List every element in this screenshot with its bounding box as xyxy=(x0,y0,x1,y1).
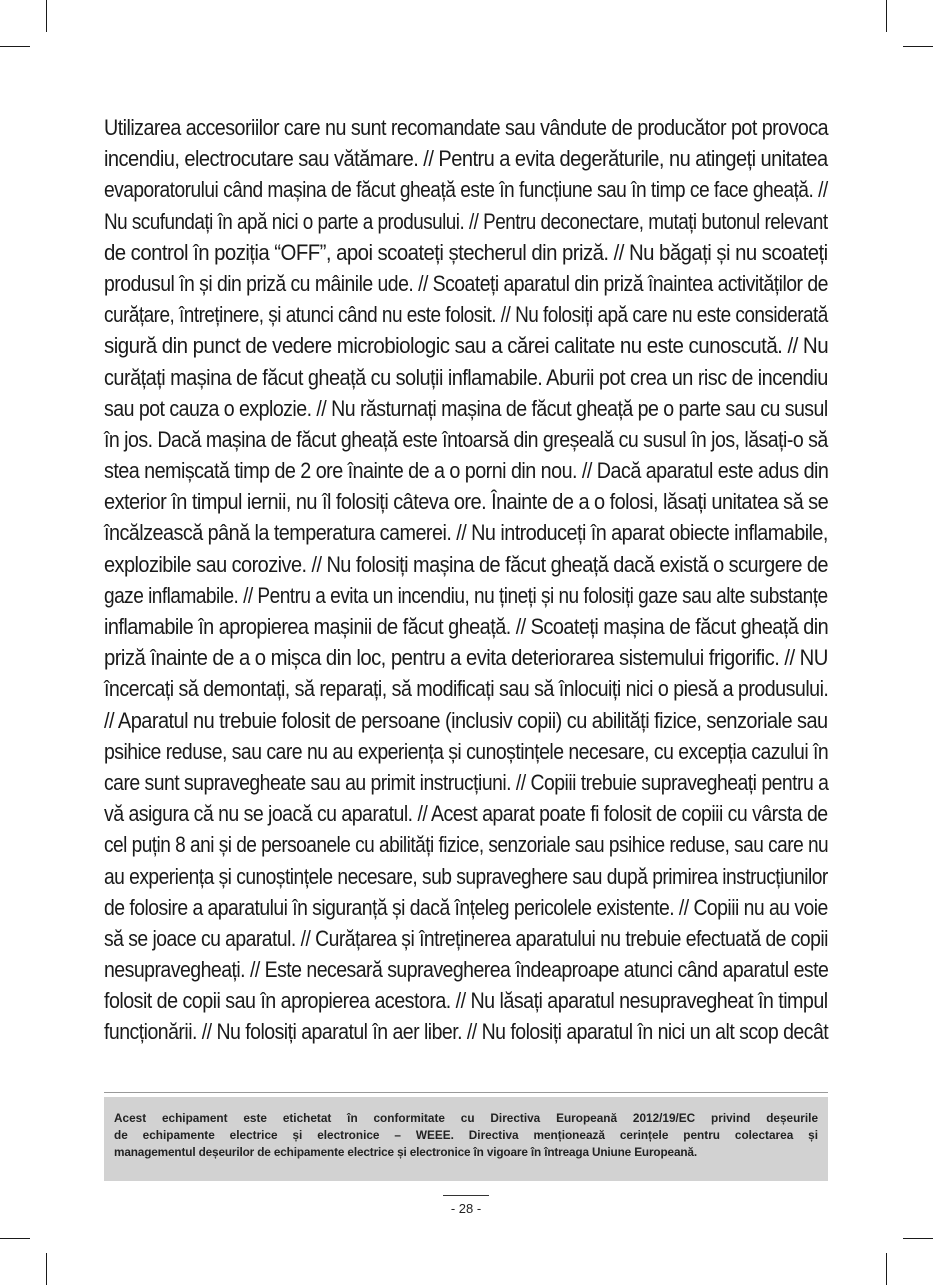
text-line: cel puțin 8 ani și de persoanele cu abilități fizice, senzoriale sau psihice reduse, sau care nu xyxy=(104,832,829,858)
crop-mark-bottom-right-h xyxy=(903,1238,933,1239)
text-line: exterior în timpul iernii, nu îl folosiți câteva ore. Înainte de a o folosi, lăsați unitatea să se xyxy=(104,489,829,515)
crop-mark-top-right-h xyxy=(903,46,933,47)
text-line: încercați să demontați, să reparați, să modificați sau să înlocuiți nici o piesă a produsului. xyxy=(104,676,829,702)
crop-mark-top-left xyxy=(46,0,47,32)
weee-notice-box xyxy=(104,1097,828,1181)
text-line: funcționării. // Nu folosiți aparatul în aer liber. // Nu folosiți aparatul în nici un alt scop decât xyxy=(104,1019,829,1045)
text-line: explozibile sau corozive. // Nu folosiți mașina de făcut gheață dacă există o scurgere de xyxy=(104,551,828,577)
text-line: evaporatorului când mașina de făcut gheață este în funcțiune sau în timp ce face gheață. // xyxy=(104,177,828,203)
crop-mark-top-right xyxy=(886,0,887,32)
text-line: stea nemișcată timp de 2 ore înainte de a o porni din nou. // Dacă aparatul este adus din xyxy=(104,458,829,484)
text-line: nesupravegheați. // Este necesară supravegherea îndeaproape atunci când aparatul este xyxy=(104,957,829,983)
notice-line: de echipamente electrice și electronice – WEEE. Directiva menționează cerințele pentru colectarea și xyxy=(114,1128,818,1142)
text-line: să se joace cu aparatul. // Curățarea și întreținerea aparatului nu trebuie efectuată de copii xyxy=(104,925,828,951)
text-line: vă asigura că nu se joacă cu aparatul. // Acest aparat poate fi folosit de copiii cu vârsta de xyxy=(104,801,828,827)
text-line: folosit de copii sau în apropierea acestora. // Nu lăsați aparatul nesupravegheat în timpul xyxy=(104,988,828,1014)
text-line: incendiu, electrocutare sau vătămare. // Pentru a evita degerăturile, nu atingeți unitatea xyxy=(104,146,828,172)
text-line: Nu scufundați în apă nici o parte a produsului. // Pentru deconectare, mutați butonul relevant xyxy=(104,208,828,234)
text-line: încălzească până la temperatura camerei. // Nu introduceți în aparat obiecte inflamabile, xyxy=(104,520,828,546)
text-line: Utilizarea accesoriilor care nu sunt recomandate sau vândute de producător pot provoca xyxy=(104,115,829,140)
text-line: psihice reduse, sau care nu au experiența și cunoștințele necesare, cu excepția cazului în xyxy=(104,738,829,764)
text-line: în jos. Dacă mașina de făcut gheață este întoarsă din greșeală cu susul în jos, lăsați-o să xyxy=(104,426,828,452)
text-line: de control în poziția “OFF”, apoi scoateți ștecherul din priză. // Nu băgați și nu scoateți xyxy=(104,239,828,265)
text-line: sigură din punct de vedere microbiologic sau a cărei calitate nu este cunoscută. // Nu xyxy=(104,333,829,359)
page-number-rule xyxy=(443,1195,489,1196)
text-line: produsul în și din priză cu mâinile ude. // Scoateți aparatul din priză înaintea activităților de xyxy=(104,270,828,296)
crop-mark-top-left-h xyxy=(0,46,30,47)
text-line: de folosire a aparatului în siguranță și dacă înțeleg pericolele existente. // Copiii nu au voie xyxy=(104,894,828,920)
text-line: care sunt supravegheate sau au primit instrucțiuni. // Copiii trebuie supravegheați pentru a xyxy=(104,769,829,795)
crop-mark-bottom-right xyxy=(886,1253,887,1285)
text-line: curățați mașina de făcut gheață cu soluții inflamabile. Aburii pot crea un risc de incendiu xyxy=(104,364,828,390)
text-line: sau pot cauza o explozie. // Nu răsturnați mașina de făcut gheață pe o parte sau cu susul xyxy=(104,395,828,421)
divider-rule xyxy=(104,1092,828,1093)
page-number: - 28 - xyxy=(450,1201,482,1216)
text-line: au experiența și cunoștințele necesare, sub supraveghere sau după primirea instrucțiunilor xyxy=(104,863,828,889)
safety-instructions-text xyxy=(104,112,828,1048)
text-line: priză înainte de a o mișca din loc, pentru a evita deteriorarea sistemului frigorific. // NU xyxy=(104,645,828,671)
crop-mark-bottom-left xyxy=(46,1253,47,1285)
notice-line: managementul deșeurilor de echipamente electrice și electronice în vigoare în întreaga Uniune Europeană. xyxy=(114,1145,697,1159)
notice-line: Acest echipament este etichetat în conformitate cu Directiva Europeană 2012/19/EC privind deșeurile xyxy=(114,1111,818,1125)
text-line: inflamabile în apropierea mașinii de făcut gheață. // Scoateți mașina de făcut gheață din xyxy=(104,614,829,639)
text-line: // Aparatul nu trebuie folosit de persoane (inclusiv copii) cu abilități fizice, senzoriale sau xyxy=(104,707,828,733)
crop-mark-bottom-left-h xyxy=(0,1238,30,1239)
text-line: curățare, întreținere, și atunci când nu este folosit. // Nu folosiți apă care nu este considerată xyxy=(104,302,828,328)
text-line: gaze inflamabile. // Pentru a evita un incendiu, nu țineți și nu folosiți gaze sau alte substanțe xyxy=(104,582,828,608)
